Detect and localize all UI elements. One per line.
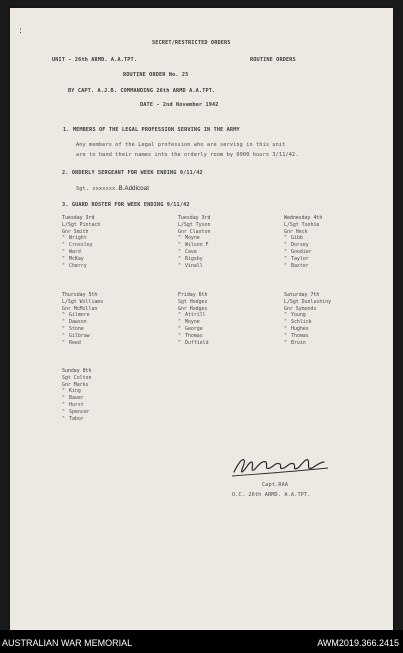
- roster-man: King: [69, 388, 81, 395]
- roster-leader: L/Sgt Pintach: [62, 221, 101, 228]
- roster-leader: Sgt Colton: [62, 374, 92, 381]
- roster-group-4: Thursday 5th L/Sgt Williams Gnr McMillan " Gilmore " Dawson " Stone " Gilbraw " Reed: [62, 292, 104, 346]
- roster-man: Wright: [69, 235, 87, 242]
- roster-man: Young: [291, 312, 306, 319]
- roster-man: Gibb: [291, 235, 303, 242]
- unit-line-right: ROUTINE ORDERS: [250, 57, 296, 63]
- header-line: SECRET/RESTRICTED ORDERS: [152, 40, 231, 46]
- roster-man: Taylor: [291, 255, 309, 262]
- struck-out-text: xxxxxxx.: [92, 186, 119, 192]
- issued-by-line: BY CAPT. A.J.B. COMMANDING 26th ARMD A.A.TPT.: [68, 88, 216, 94]
- roster-ranks: Gnr Smith: [62, 228, 89, 235]
- handwritten-signature: [228, 450, 338, 482]
- roster-man: Bauer: [69, 395, 84, 402]
- roster-man: Stone: [69, 325, 84, 332]
- roster-group-5: Friday 6th Sgt Hodges Gnr Hodges " Attrill " Moyne " George " Thomas " Duffield: [178, 292, 209, 346]
- roster-leader: Sgt Hodges: [178, 298, 208, 305]
- roster-leader: L/Sgt Williams: [62, 298, 104, 305]
- section-2-title: 2. ORDERLY SERGEANT FOR WEEK ENDING 9/11/42: [62, 170, 203, 176]
- roster-man: Moyne: [185, 235, 200, 242]
- sergeant-rank: Sgt.: [76, 186, 90, 192]
- roster-man: Cave: [185, 248, 197, 255]
- roster-day: Wednesday 4th: [284, 215, 323, 221]
- roster-ranks: Gnr Heck: [284, 228, 308, 235]
- roster-ranks: Gnr Hodges: [178, 305, 208, 312]
- section-1-body-line-2: are to hand their names into the orderly room by 0900 hours 3/11/42.: [76, 152, 299, 158]
- roster-man: Schlick: [291, 319, 312, 326]
- roster-man: Attrill: [185, 312, 206, 319]
- roster-ranks: Gnr Symonds: [284, 305, 317, 312]
- roster-leader: L/Sgt Tyson: [178, 221, 211, 228]
- roster-day: Thursday 5th: [62, 292, 98, 298]
- roster-man: Moyne: [185, 319, 200, 326]
- roster-man: Rigsby: [185, 255, 203, 262]
- roster-man: Hughes: [291, 325, 309, 332]
- unit-line-left: UNIT - 26th ARMD. A.A.TPT.: [52, 57, 138, 63]
- roster-day: Tuesday 3rd: [62, 215, 95, 221]
- signature-rank: Capt.RAA: [262, 482, 289, 488]
- roster-man: Gilbraw: [69, 332, 90, 339]
- roster-man: McKay: [69, 255, 84, 262]
- roster-man: Bruin: [291, 339, 306, 346]
- date-line: DATE - 2nd November 1942: [140, 102, 219, 108]
- order-number: ROUTINE ORDER No. 25: [123, 72, 189, 78]
- roster-leader: L/Sgt Toohie: [284, 221, 320, 228]
- orderly-sergeant-line: [76, 186, 149, 192]
- section-1-body-line-1: Any members of the Legal profession who are serving in this unit: [76, 142, 286, 148]
- roster-ranks: Gnr Marks: [62, 381, 89, 388]
- section-3-title: 3. GUARD ROSTER FOR WEEK ENDING 9/11/42: [62, 202, 190, 208]
- roster-ranks: Gnr Claxton: [178, 228, 211, 235]
- roster-man: Vinall: [185, 262, 203, 269]
- orderly-sergeant-name: B.Addicoat: [118, 186, 150, 192]
- roster-man: Spencer: [69, 408, 90, 415]
- signature-title: O.C. 26th ARMD. A.A.TPT.: [232, 492, 311, 498]
- roster-man: Tabor: [69, 415, 84, 422]
- roster-leader: L/Sgt Dunlushiny: [284, 298, 332, 305]
- roster-ranks: Gnr McMillan: [62, 305, 98, 312]
- roster-man: George: [185, 325, 203, 332]
- roster-group-2: Tuesday 3rd L/Sgt Tyson Gnr Claxton " Moyne " Wilson F " Cave " Rigsby " Vinall: [178, 215, 211, 269]
- roster-man: Crossley: [69, 242, 93, 249]
- roster-man: Thomas: [291, 332, 309, 339]
- roster-day: Tuesday 3rd: [178, 215, 211, 221]
- roster-man: Cherry: [69, 262, 87, 269]
- section-1-title: 1. MEMBERS OF THE LEGAL PROFESSION SERVING IN THE ARMY: [63, 127, 240, 133]
- roster-man: Reed: [69, 339, 81, 346]
- roster-group-7: Sunday 8th Sgt Colton Gnr Marks " King " Bauer " Hurst " Spencer " Tabor: [62, 368, 92, 422]
- archive-source: AUSTRALIAN WAR MEMORIAL: [2, 638, 133, 648]
- roster-group-3: Wednesday 4th L/Sgt Toohie Gnr Heck " Gibb " Dorsey " Goodier " Taylor " Baxter: [284, 215, 323, 269]
- roster-day: Friday 6th: [178, 292, 208, 298]
- punch-hole-mark: :: [19, 26, 23, 36]
- roster-man: Wilson F: [185, 242, 209, 249]
- roster-day: Saturday 7th: [284, 292, 320, 298]
- roster-man: Hurst: [69, 401, 84, 408]
- roster-man: Goodier: [291, 248, 312, 255]
- roster-man: Ward: [69, 248, 81, 255]
- roster-day: Sunday 8th: [62, 368, 92, 374]
- roster-group-6: Saturday 7th L/Sgt Dunlushiny Gnr Symonds " Young " Schlick " Hughes " Thomas " Bruin: [284, 292, 332, 346]
- roster-man: Duffield: [185, 339, 209, 346]
- roster-man: Dawson: [69, 319, 87, 326]
- archive-footer: [0, 630, 403, 653]
- roster-man: Gilmore: [69, 312, 90, 319]
- roster-man: Baxter: [291, 262, 309, 269]
- archive-reference: AWM2019.366.2415: [317, 638, 399, 648]
- roster-group-1: Tuesday 3rd L/Sgt Pintach Gnr Smith " Wright " Crossley " Ward " McKay " Cherry: [62, 215, 101, 269]
- roster-man: Thomas: [185, 332, 203, 339]
- roster-man: Dorsey: [291, 242, 309, 249]
